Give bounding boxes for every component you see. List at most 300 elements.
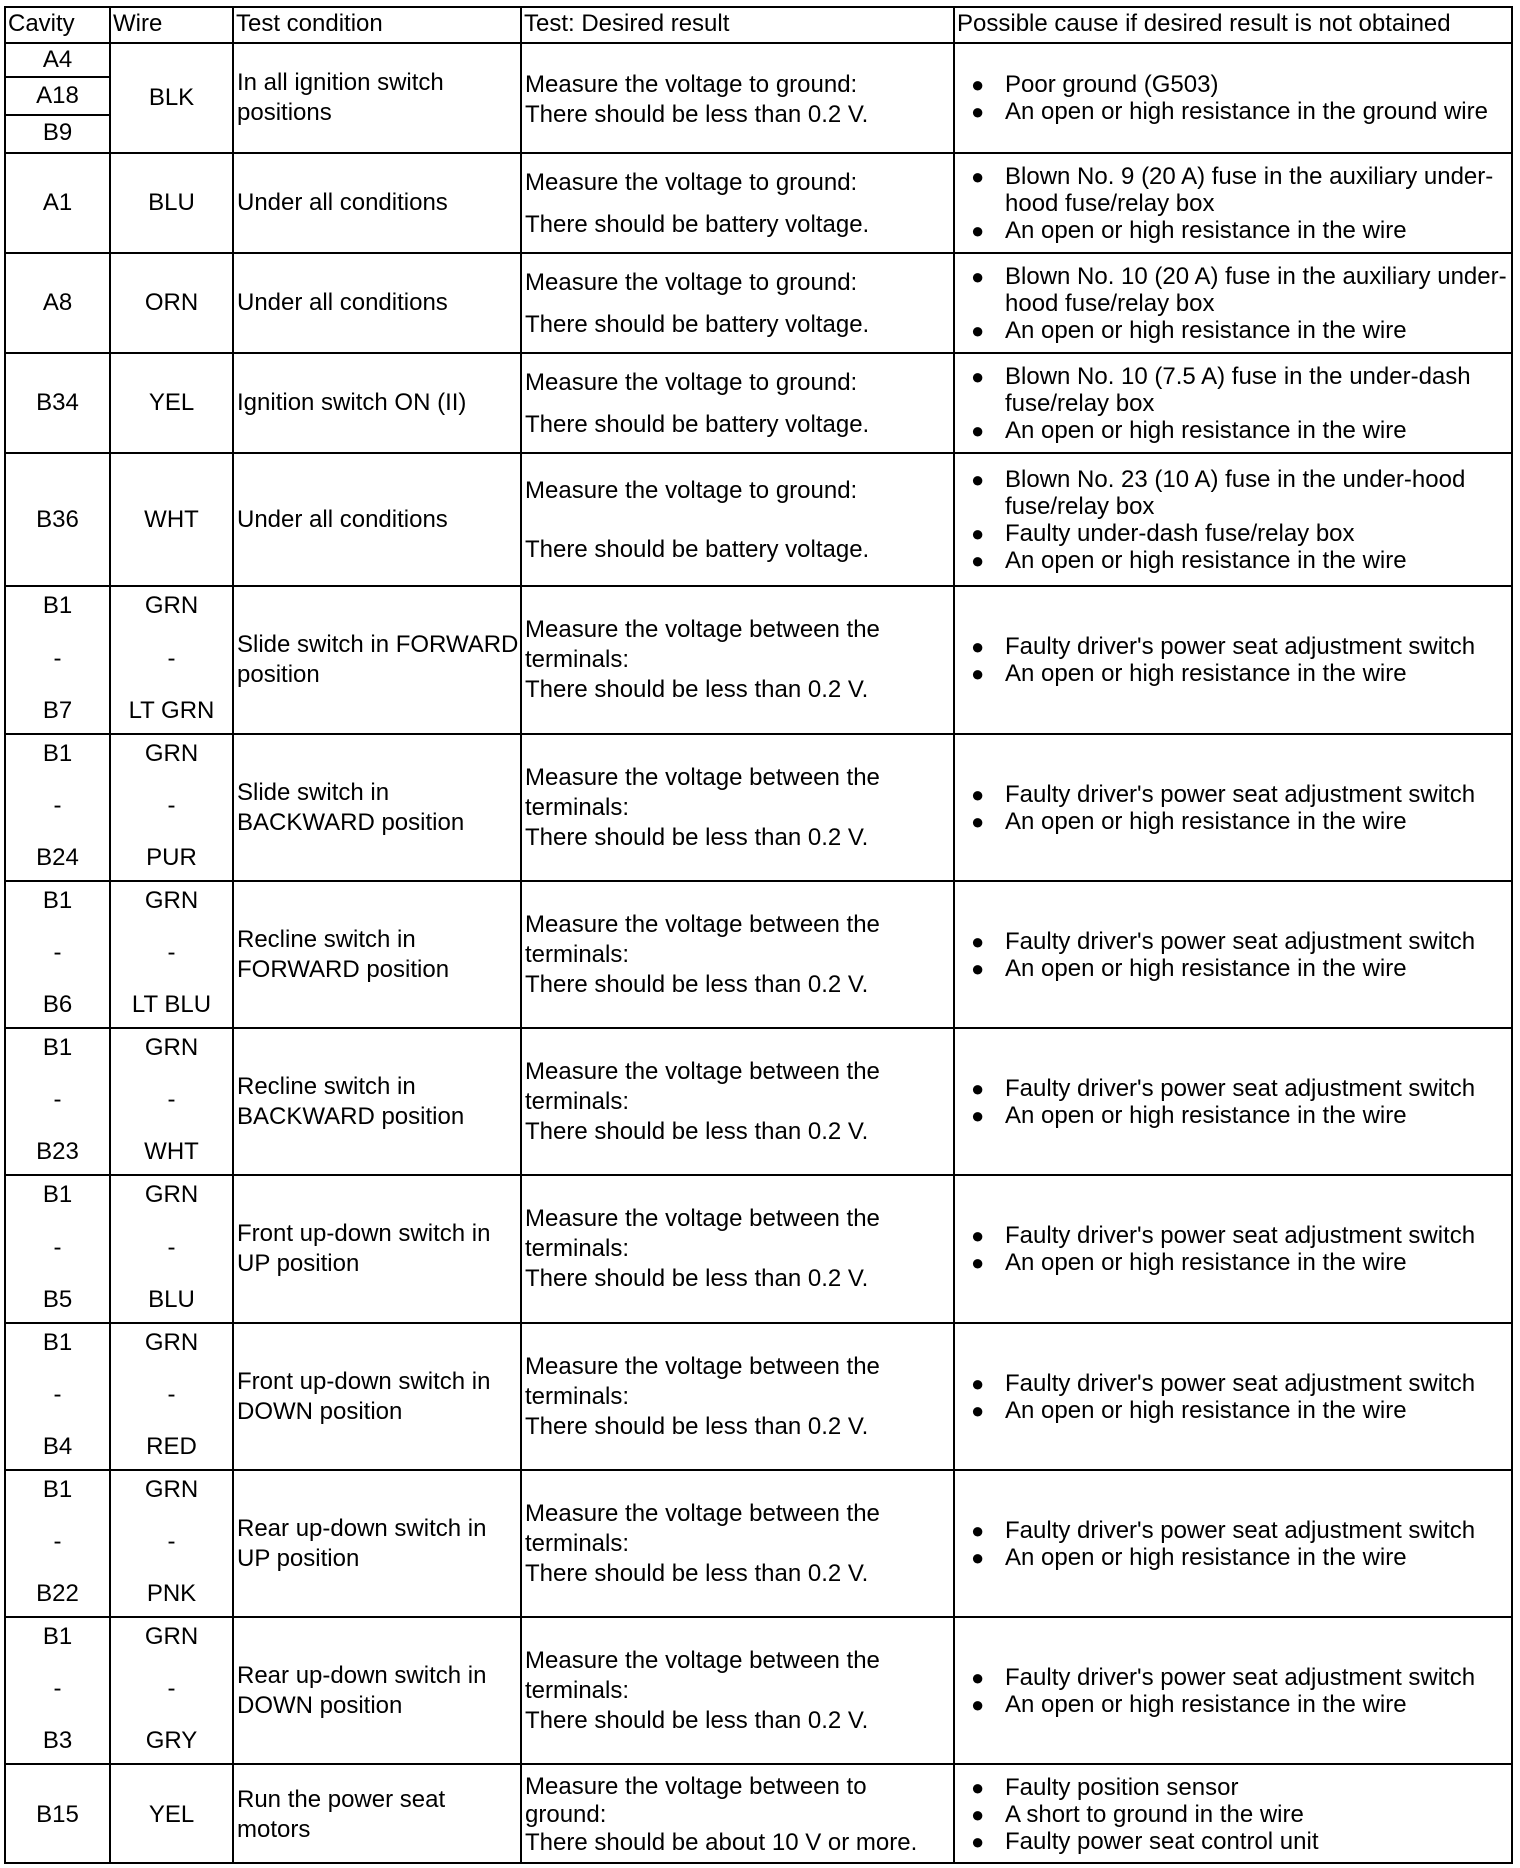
cavity-stack [6,1324,109,1469]
cavity-value: B1 [42,1181,73,1208]
cavity-cell [6,587,109,733]
cause-cell [955,882,1511,1027]
table-row-switch [6,1029,1511,1176]
bullet-icon: ● [971,808,985,834]
test-condition-cell [234,354,520,452]
cavity-value: B24 [36,844,79,871]
result-cell [522,1618,953,1763]
cause-text: Faulty driver's power seat adjustment switch [1005,927,1476,955]
test-condition-text: Front up-down switch in DOWN position [237,1367,491,1425]
table-row [6,154,1511,254]
dash: - [53,1528,62,1555]
result-line: Measure the voltage to ground: [525,71,858,98]
result-cell [522,587,953,733]
result-text [522,354,953,452]
wire-cell [111,1618,232,1763]
wire-stack [111,587,232,733]
bullet-icon: ● [971,72,985,97]
cause-item [971,1544,1509,1571]
cause-text: Faulty driver's power seat adjustment switch [1005,1074,1476,1102]
dash: - [167,1233,176,1261]
cause-item [971,1102,1509,1129]
table-row [6,354,1511,454]
cause-text: An open or high resistance in the wire [1005,1543,1407,1571]
cause-text: An open or high resistance in the wire [1005,1396,1407,1424]
test-condition-text: Recline switch in FORWARD position [237,925,450,983]
test-condition-cell [234,1471,520,1616]
result-line: There should be about 10 V or more. [525,1828,918,1856]
wire-stack [111,1176,232,1322]
result-line: Measure the voltage between the terminals: [525,1499,880,1557]
table-row-last [6,1765,1511,1864]
result-line: Measure the voltage between the terminals: [525,910,880,968]
cause-cell [955,1765,1511,1864]
bullet-icon: ● [971,217,985,243]
cavity-value: B6 [42,991,73,1018]
cause-text: Faulty under-dash fuse/relay box [1005,519,1355,547]
result-line: Measure the voltage between to ground: [525,1772,867,1828]
cause-list [955,735,1511,880]
cause-item [971,955,1509,982]
dash: - [167,1675,176,1702]
result-cell [522,1029,953,1174]
wire-stack [111,1471,232,1616]
bullet-icon: ● [971,781,985,807]
result-line: There should be less than 0.2 V. [525,823,869,851]
bullet-icon: ● [971,1691,985,1717]
bullet-icon: ● [971,163,985,189]
cavity-stack [6,882,109,1027]
cavity-value: B9 [42,119,73,146]
wire-value: YEL [148,389,195,416]
test-condition-text: Under all conditions [237,189,448,216]
result-line: Measure the voltage between the terminals: [525,1646,880,1704]
result-text [522,882,953,1027]
cavity-cell [6,1471,109,1616]
cavity-stack [6,1176,109,1322]
dash: - [53,1086,62,1113]
cause-list [955,454,1511,585]
dash: - [53,644,62,672]
test-condition-text: Rear up-down switch in UP position [237,1514,487,1572]
wire-cell [111,354,232,452]
bullet-icon: ● [971,1517,985,1543]
cavity-stack [6,587,109,733]
wire-cell [111,1471,232,1616]
cause-text: Faulty driver's power seat adjustment switch [1005,633,1476,660]
cavity-value: A8 [42,289,73,316]
cause-list [955,1176,1511,1322]
cause-item [971,98,1509,125]
cause-text: An open or high resistance in the wire [1005,807,1407,835]
table-row-switch [6,735,1511,882]
cause-cell [955,1471,1511,1616]
dash: - [53,792,62,819]
cause-item [971,1249,1509,1276]
cause-text: An open or high resistance in the wire [1005,546,1407,574]
table-row-switch [6,1471,1511,1618]
bullet-icon: ● [971,1775,985,1800]
wire-value: WHT [144,1138,199,1165]
result-cell [522,1324,953,1469]
wire-value: PNK [146,1580,197,1607]
cause-text: An open or high resistance in the ground wire [1005,98,1488,125]
cause-cell [955,254,1511,352]
wire-cell [111,154,232,252]
cause-text: Faulty driver's power seat adjustment switch [1005,780,1476,808]
table-row-switch [6,1176,1511,1324]
wire-stack [111,1324,232,1469]
test-condition-cell [234,454,520,585]
result-line: Measure the voltage to ground: [525,477,858,505]
column-divider [109,8,111,42]
cause-text: An open or high resistance in the wire [1005,1690,1407,1718]
dash: - [167,1086,176,1113]
cause-text: An open or high resistance in the wire [1005,660,1407,687]
result-line: There should be less than 0.2 V. [525,1117,869,1145]
cavity-value: B1 [42,592,73,619]
header-row [6,8,1511,44]
header-possible-cause: Possible cause if desired result is not obtained [957,10,1451,37]
header-wire: Wire [113,10,163,37]
cause-list [955,154,1511,252]
test-condition-cell [234,1765,520,1864]
cavity-stack [6,1471,109,1616]
test-condition-text: Recline switch in BACKWARD position [237,1072,465,1130]
wire-value: RED [146,1433,197,1460]
cause-item [971,163,1509,217]
result-line: There should be less than 0.2 V. [525,1706,869,1734]
header-test-condition: Test condition [236,10,383,37]
cause-item [971,317,1509,344]
wire-cell [111,1765,232,1864]
dash: - [53,939,62,966]
test-condition-text: Slide switch in FORWARD position [237,631,519,688]
test-condition-cell [234,1324,520,1469]
cavity-value: B1 [42,1329,73,1356]
cause-item [971,263,1509,317]
wire-cell [111,882,232,1027]
test-condition-text: Ignition switch ON (II) [237,389,467,416]
result-cell [522,1765,953,1864]
cause-text: An open or high resistance in the wire [1005,316,1407,344]
cause-item [971,71,1509,98]
bullet-icon: ● [971,417,985,443]
cavity-value: B23 [36,1138,79,1165]
cause-text: An open or high resistance in the wire [1005,216,1407,244]
cause-text: Faulty driver's power seat adjustment switch [1005,1516,1476,1544]
bullet-icon: ● [971,363,985,389]
cavity-value: B1 [42,1476,73,1503]
cavity-value: B1 [42,1034,73,1061]
bullet-icon: ● [971,1075,985,1101]
column-divider [520,8,522,42]
dash: - [53,1675,62,1702]
test-condition-text: Front up-down switch in UP position [237,1220,491,1277]
cavity-value: A1 [42,189,73,216]
wire-value: BLU [148,189,195,216]
cause-text: An open or high resistance in the wire [1005,1101,1407,1129]
wire-cell [111,1176,232,1322]
cause-item [971,1517,1509,1544]
cavity-cell [6,454,109,585]
wire-stack [111,882,232,1027]
wire-cell [111,454,232,585]
bullet-icon: ● [971,1802,985,1827]
cavity-stack [6,1618,109,1763]
result-line: Measure the voltage to ground: [525,369,858,396]
cavity-cell [6,44,109,152]
result-cell [522,882,953,1027]
result-text [522,44,953,152]
result-cell [522,154,953,252]
result-line: Measure the voltage between the terminals: [525,1057,880,1115]
wire-cell [111,735,232,880]
wire-value: WHT [144,505,199,533]
table-row [6,454,1511,587]
cavity-value: B34 [36,389,79,416]
cause-cell [955,1618,1511,1763]
cavity-value: B36 [36,505,79,533]
result-text [522,154,953,252]
result-line: Measure the voltage between the terminals: [525,1352,880,1410]
test-condition-text: Under all conditions [237,505,448,533]
wire-cell [111,1029,232,1174]
bullet-icon: ● [971,99,985,124]
cause-list [955,354,1511,452]
result-cell [522,1176,953,1322]
wire-value: GRY [145,1727,198,1754]
result-text [522,1324,953,1469]
cause-list [955,882,1511,1027]
test-condition-cell [234,882,520,1027]
test-condition-cell [234,154,520,252]
test-condition-text: In all ignition switch positions [237,69,444,126]
wire-cell [111,587,232,733]
cause-item [971,466,1509,520]
cause-list [955,587,1511,733]
result-line: There should be battery voltage. [525,211,870,238]
cause-item [971,1075,1509,1102]
cause-item [971,363,1509,417]
cause-item [971,808,1509,835]
table-row [6,254,1511,354]
table-row-switch [6,882,1511,1029]
bullet-icon: ● [971,520,985,546]
header-cavity: Cavity [8,10,75,37]
cause-cell [955,1324,1511,1469]
cavity-value: A18 [6,78,109,116]
cause-item [971,1691,1509,1718]
wire-value: BLK [148,84,195,111]
result-line: There should be less than 0.2 V. [525,1559,869,1587]
cause-list [955,1765,1511,1864]
cause-cell [955,154,1511,252]
dash: - [53,1381,62,1408]
test-condition-cell [234,1176,520,1322]
result-text [522,735,953,880]
cause-text: Faulty power seat control unit [1005,1828,1319,1855]
wire-value: BLU [148,1286,195,1313]
cause-text: An open or high resistance in the wire [1005,1249,1407,1276]
cavity-cell [6,1324,109,1469]
cause-item [971,781,1509,808]
wire-value: LT GRN [128,697,215,724]
result-line: There should be less than 0.2 V. [525,1265,869,1292]
cavity-value: B3 [42,1727,73,1754]
wire-value: GRN [144,740,199,767]
cause-text: Blown No. 9 (20 A) fuse in the auxiliary under-hood fuse/relay box [1005,162,1494,217]
wire-stack [111,1618,232,1763]
cause-item [971,633,1509,660]
cause-item [971,1664,1509,1691]
dash: - [167,1381,176,1408]
test-condition-cell [234,587,520,733]
cavity-value: B1 [42,887,73,914]
cause-item [971,1397,1509,1424]
wire-value: YEL [148,1800,195,1828]
cavity-cell [6,735,109,880]
result-cell [522,354,953,452]
result-cell [522,1471,953,1616]
cavity-cell [6,354,109,452]
cause-text: Poor ground (G503) [1005,71,1219,98]
result-text [522,1176,953,1322]
result-cell [522,44,953,152]
cause-list [955,44,1511,152]
result-text [522,1765,953,1864]
result-line: There should be less than 0.2 V. [525,970,869,998]
cavity-value: B1 [42,1623,73,1650]
result-line: Measure the voltage between the terminals: [525,763,880,821]
wire-cell [111,254,232,352]
cause-item [971,928,1509,955]
cause-cell [955,1176,1511,1322]
bullet-icon: ● [971,466,985,492]
cavity-value: B15 [36,1800,79,1828]
cause-cell [955,587,1511,733]
result-line: There should be battery voltage. [525,535,870,563]
cause-list [955,1324,1511,1469]
bullet-icon: ● [971,1370,985,1396]
cause-list [955,1618,1511,1763]
bullet-icon: ● [971,661,985,686]
test-condition-cell [234,1618,520,1763]
wire-value: GRN [144,1623,199,1650]
result-cell [522,735,953,880]
wire-value: LT BLU [131,991,212,1018]
result-line: There should be battery voltage. [525,311,870,338]
test-condition-cell [234,735,520,880]
cavity-cell [6,1618,109,1763]
result-text [522,1471,953,1616]
cause-item [971,1828,1509,1855]
table-row-switch [6,1618,1511,1765]
wire-cell [111,44,232,152]
cavity-value: B1 [42,740,73,767]
result-text [522,1029,953,1174]
result-line: There should be less than 0.2 V. [525,101,869,128]
result-line: Measure the voltage between the terminals: [525,1205,880,1262]
result-line: There should be battery voltage. [525,411,870,438]
bullet-icon: ● [971,547,985,573]
cavity-cell [6,1029,109,1174]
test-condition-cell [234,44,520,152]
cause-item [971,547,1509,574]
wire-value: GRN [144,887,199,914]
test-condition-text: Rear up-down switch in DOWN position [237,1661,487,1719]
cause-item [971,520,1509,547]
cause-text: Faulty driver's power seat adjustment switch [1005,1663,1476,1691]
test-condition-cell [234,1029,520,1174]
test-condition-cell [234,254,520,352]
bullet-icon: ● [971,928,985,954]
dash: - [167,644,176,672]
diagnostic-table [4,6,1513,1864]
cause-cell [955,1029,1511,1174]
wire-value: GRN [144,1329,199,1356]
cavity-value: B22 [36,1580,79,1607]
dash: - [167,1528,176,1555]
cause-cell [955,735,1511,880]
cavity-value: B5 [42,1286,73,1313]
bullet-icon: ● [971,1829,985,1854]
cause-text: An open or high resistance in the wire [1005,954,1407,982]
cause-cell [955,44,1511,152]
cause-text: Faulty position sensor [1005,1774,1239,1801]
column-divider [953,8,955,42]
wire-value: GRN [144,592,199,619]
result-text [522,254,953,352]
result-line: There should be less than 0.2 V. [525,676,869,703]
result-line: There should be less than 0.2 V. [525,1412,869,1440]
cavity-value: B4 [42,1433,73,1460]
cavity-cell [6,154,109,252]
cause-item [971,660,1509,687]
cause-item [971,1370,1509,1397]
cavity-cell [6,1176,109,1322]
cause-text: An open or high resistance in the wire [1005,416,1407,444]
dash: - [167,792,176,819]
wire-cell [111,1324,232,1469]
bullet-icon: ● [971,1397,985,1423]
cause-list [955,1029,1511,1174]
test-condition-text: Under all conditions [237,289,448,316]
cause-text: Blown No. 23 (10 A) fuse in the under-hood fuse/relay box [1005,465,1466,520]
cavity-stack [6,1029,109,1174]
result-line: Measure the voltage between the terminals: [525,616,880,673]
cavity-stack [6,735,109,880]
cavity-cell [6,254,109,352]
table-row-switch [6,587,1511,735]
wire-value: GRN [144,1034,199,1061]
cavity-cell [6,882,109,1027]
bullet-icon: ● [971,1223,985,1248]
bullet-icon: ● [971,317,985,343]
bullet-icon: ● [971,1544,985,1570]
cause-item [971,1774,1509,1801]
bullet-icon: ● [971,955,985,981]
bullet-icon: ● [971,263,985,289]
result-cell [522,454,953,585]
table-row-switch [6,1324,1511,1471]
result-text [522,587,953,733]
wire-stack [111,735,232,880]
test-condition-text: Slide switch in BACKWARD position [237,778,465,836]
column-divider [232,8,234,42]
cause-text: Faulty driver's power seat adjustment switch [1005,1369,1476,1397]
header-desired-result: Test: Desired result [524,10,730,37]
